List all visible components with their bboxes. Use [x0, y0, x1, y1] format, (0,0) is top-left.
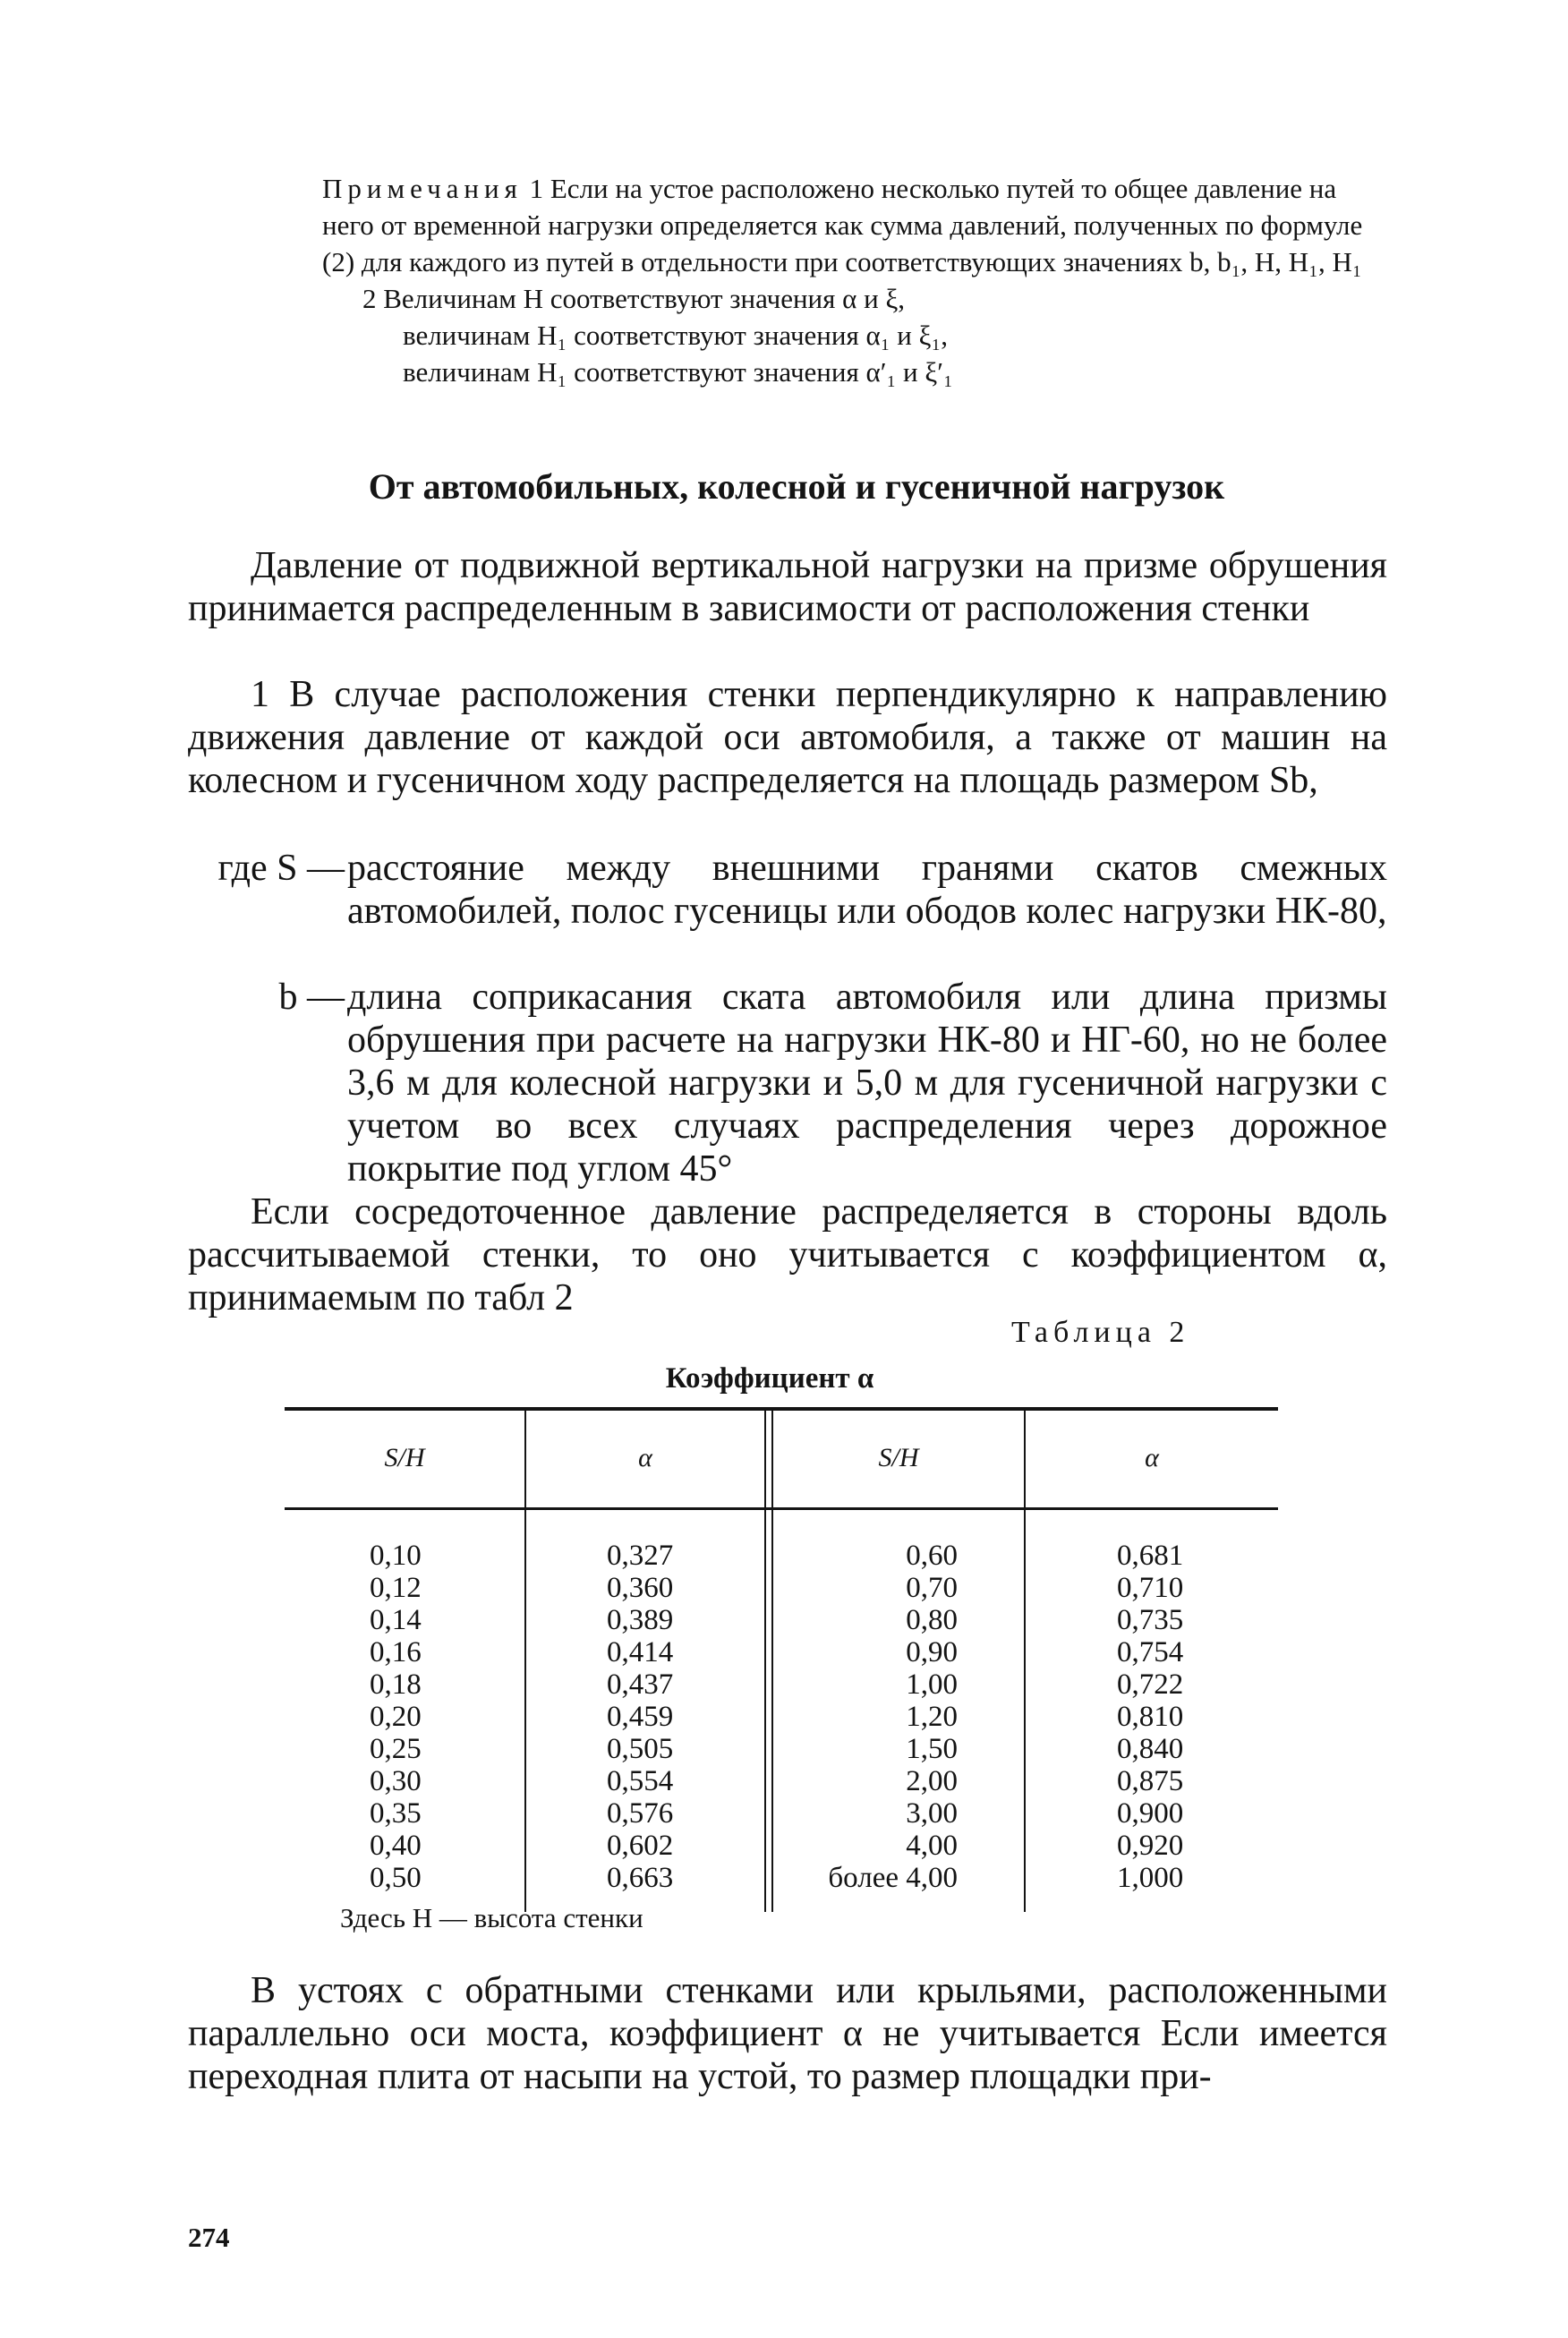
table-cell: 1,000 [1117, 1862, 1184, 1894]
paragraph-4: В устоях с обратными стенками или крыльями, расположенными параллельно оси моста, коэффициент α не учитывается Если имеется переходная плита от насыпи на устой, то размер площадки при- [188, 1970, 1387, 2097]
table-cell: 0,20 [370, 1701, 422, 1733]
table-cell: 0,60 [906, 1540, 958, 1572]
definition-s-text: расстояние между внешними гранями скатов смежных автомобилей, полос гусеницы или ободов колес нагрузки НК-80, [347, 848, 1387, 932]
table-cell: 1,50 [906, 1733, 958, 1765]
table-cell: 4,00 [906, 1830, 958, 1862]
table-footnote: Здесь H — высота стенки [340, 1902, 643, 1933]
note-1-text: 1 Если на устое расположено несколько путей то общее давление на него от временной нагрузки определяется как сумма давлений, полученных по формуле (2) для каждого из путей в отдельности при соответствующих значениях b, b₁, H, H₁, H₁ [322, 173, 1363, 277]
table-column-alpha-2 [1117, 1540, 1183, 1894]
table-cell: 0,90 [906, 1636, 958, 1668]
table-title: Коэффициент α [665, 1362, 874, 1395]
table-cell: 0,875 [1117, 1765, 1184, 1797]
table-divider-1 [524, 1411, 526, 1912]
note-1 [322, 170, 1378, 280]
definition-b-text: длина соприкасания ската автомобиля или длина призмы обрушения при расчете на нагрузки НК-80 и НГ-60, но не более 3,6 м для колесной нагрузки и 5,0 м для гусеничной нагрузки с учетом во всех случаях распределения через дорожное покрытие под углом 45° [347, 977, 1387, 1190]
table-cell: более 4,00 [828, 1862, 958, 1894]
table-cell: 0,810 [1117, 1701, 1184, 1733]
table-cell: 0,840 [1117, 1733, 1184, 1765]
note-1-lead: Примечания [322, 173, 523, 204]
table-cell: 0,681 [1117, 1540, 1184, 1572]
table-cell: 0,18 [370, 1668, 422, 1701]
table-cell: 0,389 [607, 1604, 674, 1636]
note-2-line-2: величинам H₁ соответствуют значения α₁ и ξ₁, [403, 320, 948, 351]
table-header-rule [285, 1507, 1278, 1510]
table-cell: 0,576 [607, 1797, 674, 1830]
table-cell: 0,920 [1117, 1830, 1184, 1862]
table-cell: 0,663 [607, 1862, 674, 1894]
table-cell: 0,459 [607, 1701, 674, 1733]
table-cell: 0,754 [1117, 1636, 1184, 1668]
table-top-rule [285, 1407, 1278, 1411]
note-2-line-3: величинам H₁ соответствуют значения α′₁ и ξ′₁ [403, 356, 953, 388]
table-cell: 0,40 [370, 1830, 422, 1862]
table-cell: 0,50 [370, 1862, 422, 1894]
notes-block [322, 170, 1378, 390]
table-divider-2b [771, 1411, 773, 1912]
table-cell: 0,16 [370, 1636, 422, 1668]
table-cell: 0,25 [370, 1733, 422, 1765]
table-cell: 0,414 [607, 1636, 674, 1668]
table-cell: 0,35 [370, 1797, 422, 1830]
table-cell: 0,505 [607, 1733, 674, 1765]
table-header-alpha-1: α [638, 1443, 652, 1472]
definition-b-term: b — [278, 977, 345, 1018]
table-cell: 1,00 [906, 1668, 958, 1701]
table-cell: 0,735 [1117, 1604, 1184, 1636]
table-cell: 0,602 [607, 1830, 674, 1862]
table-header-alpha-2: α [1145, 1443, 1159, 1472]
paragraph-3: Если сосредоточенное давление распределяется в стороны вдоль рассчитываемой стенки, то оно учитывается с коэффициентом α, принимаемым по табл 2 [188, 1191, 1387, 1318]
table-cell: 0,437 [607, 1668, 674, 1701]
table-label: Таблица 2 [1011, 1316, 1190, 1349]
table-cell: 0,14 [370, 1604, 422, 1636]
table-cell: 0,327 [607, 1540, 674, 1572]
table-cell: 0,710 [1117, 1572, 1184, 1604]
table-cell: 0,30 [370, 1765, 422, 1797]
page-number: 274 [188, 2222, 230, 2253]
table-cell: 0,80 [906, 1604, 958, 1636]
table-cell: 0,722 [1117, 1668, 1184, 1701]
note-2-line-1: 2 Величинам H соответствуют значения α и ξ, [362, 283, 906, 314]
table-header-sh-2: S/H [878, 1443, 919, 1472]
table-cell: 0,554 [607, 1765, 674, 1797]
paragraph-1: Давление от подвижной вертикальной нагрузки на призме обрушения принимается распределенным в зависимости от расположения стенки [188, 545, 1387, 629]
table-cell: 0,360 [607, 1572, 674, 1604]
table-cell: 0,10 [370, 1540, 422, 1572]
table-cell: 3,00 [906, 1797, 958, 1830]
table-cell: 0,12 [370, 1572, 422, 1604]
table-cell: 2,00 [906, 1765, 958, 1797]
table-column-sh-2 [779, 1540, 958, 1894]
table-cell: 1,20 [906, 1701, 958, 1733]
table-cell: 0,70 [906, 1572, 958, 1604]
table-header-sh-1: S/H [384, 1443, 425, 1472]
table-cell: 0,900 [1117, 1797, 1184, 1830]
table-column-sh-1 [370, 1540, 422, 1894]
table-divider-3 [1024, 1411, 1026, 1912]
table-column-alpha-1 [607, 1540, 673, 1894]
paragraph-2: 1 В случае расположения стенки перпендикулярно к направлению движения давление от каждой оси автомобиля, а также от машин на колесном и гусеничном ходу распределяется на площадь размером Sb, [188, 674, 1387, 801]
table-divider-2a [764, 1411, 766, 1912]
definition-s-term: где S — [217, 848, 345, 889]
section-title: От автомобильных, колесной и гусеничной нагрузок [368, 466, 1225, 507]
